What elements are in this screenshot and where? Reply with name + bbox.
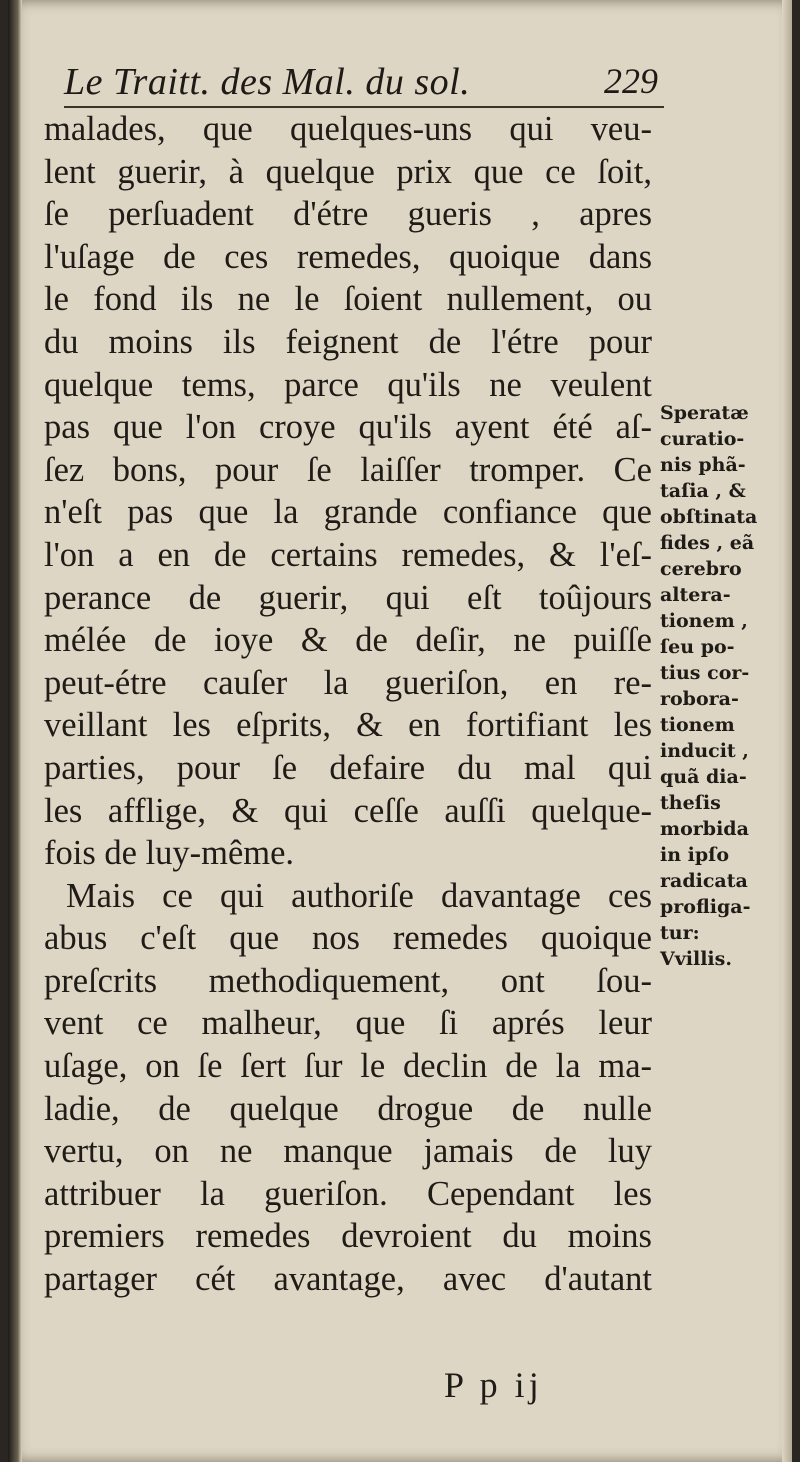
margin-line: ſeu po-: [660, 636, 735, 658]
margin-line: tionem: [660, 714, 735, 736]
text-line: preſcrits methodiquement, ont ſou-: [44, 961, 652, 1000]
page-header: [64, 58, 664, 108]
text-line: abus c'eſt que nos remedes quoique: [44, 919, 652, 958]
margin-line: robora-: [660, 688, 739, 710]
text-line: attribuer la gueriſon. Cependant les: [44, 1174, 652, 1213]
text-line: veillant les eſprits, & en fortifiant les: [44, 706, 652, 745]
text-line: lent guerir, à quelque prix que ce ſoit,: [44, 152, 652, 191]
margin-line: quã dia-: [660, 766, 747, 788]
text-line: parties, pour ſe defaire du mal qui: [44, 748, 652, 787]
text-line: uſage, on ſe ſert ſur le declin de la ma-: [44, 1047, 652, 1086]
text-line: l'on a en de certains remedes, & l'eſ-: [44, 535, 652, 574]
page-number: 229: [604, 61, 658, 101]
text-line: partager cét avantage, avec d'autant: [44, 1260, 652, 1299]
margin-line: fides , eã: [660, 532, 755, 554]
margin-line: tius cor-: [660, 662, 750, 684]
text-line: vent ce malheur, que ſi aprés leur: [44, 1004, 652, 1043]
text-line: ſe perſuadent d'étre gueris , apres: [44, 195, 652, 234]
text-line: vertu, on ne manque jamais de luy: [44, 1132, 652, 1171]
text-line: le fond ils ne le ſoient nullement, ou: [44, 280, 652, 319]
page-edge: [782, 0, 792, 1462]
text-line: n'eſt pas que la grande confiance que: [44, 493, 652, 532]
margin-line: morbida: [660, 818, 749, 840]
text-line: l'uſage de ces remedes, quoique dans: [44, 237, 652, 276]
text-line: les afflige, & qui ceſſe auſſi quelque-: [44, 791, 652, 830]
margin-line: profliga-: [660, 896, 751, 918]
text-line: premiers remedes devroient du moins: [44, 1217, 652, 1256]
book-page: [8, 0, 792, 1462]
margin-line: theſis: [660, 792, 721, 814]
margin-line: nis phã-: [660, 454, 746, 476]
margin-line: tur:: [660, 922, 700, 944]
marginal-note: [660, 400, 778, 972]
text-line: pas que l'on croye qu'ils ayent été aſ-: [44, 408, 652, 447]
text-line: mélée de ioye & de deſir, ne puiſſe: [44, 621, 652, 660]
main-text: [44, 108, 652, 1301]
text-line: peut-étre cauſer la gueriſon, en re-: [44, 663, 652, 702]
margin-line: Vvillis.: [660, 948, 732, 970]
margin-line: taſia , &: [660, 480, 746, 502]
text-line: du moins ils feignent de l'étre pour: [44, 322, 652, 361]
margin-line: obſtinata: [660, 506, 758, 528]
text-line: quelque tems, parce qu'ils ne veulent: [44, 365, 652, 404]
text-line: ladie, de quelque drogue de nulle: [44, 1089, 652, 1128]
margin-line: cerebro: [660, 558, 742, 580]
text-line: malades, que quelques-uns qui veu-: [44, 110, 652, 148]
margin-line: Speratæ: [660, 402, 749, 424]
margin-line: radicata: [660, 870, 748, 892]
margin-line: altera-: [660, 584, 731, 606]
text-line: perance de guerir, qui eſt toûjours: [44, 578, 652, 617]
signature-mark: P p ij: [444, 1365, 543, 1405]
margin-line: tionem ,: [660, 610, 748, 632]
text-line: ſez bons, pour ſe laiſſer tromper. Ce: [44, 450, 652, 489]
paragraph-end-line: fois de luy-même.: [44, 834, 295, 873]
margin-line: curatio-: [660, 428, 745, 450]
running-head: Le Traitt. des Mal. du sol.: [64, 61, 471, 103]
margin-line: inducit ,: [660, 740, 749, 762]
paragraph-start-line: Mais ce qui authoriſe davantage ces: [66, 876, 652, 915]
margin-line: in ipſo: [660, 844, 729, 866]
page-gutter: [8, 0, 22, 1462]
